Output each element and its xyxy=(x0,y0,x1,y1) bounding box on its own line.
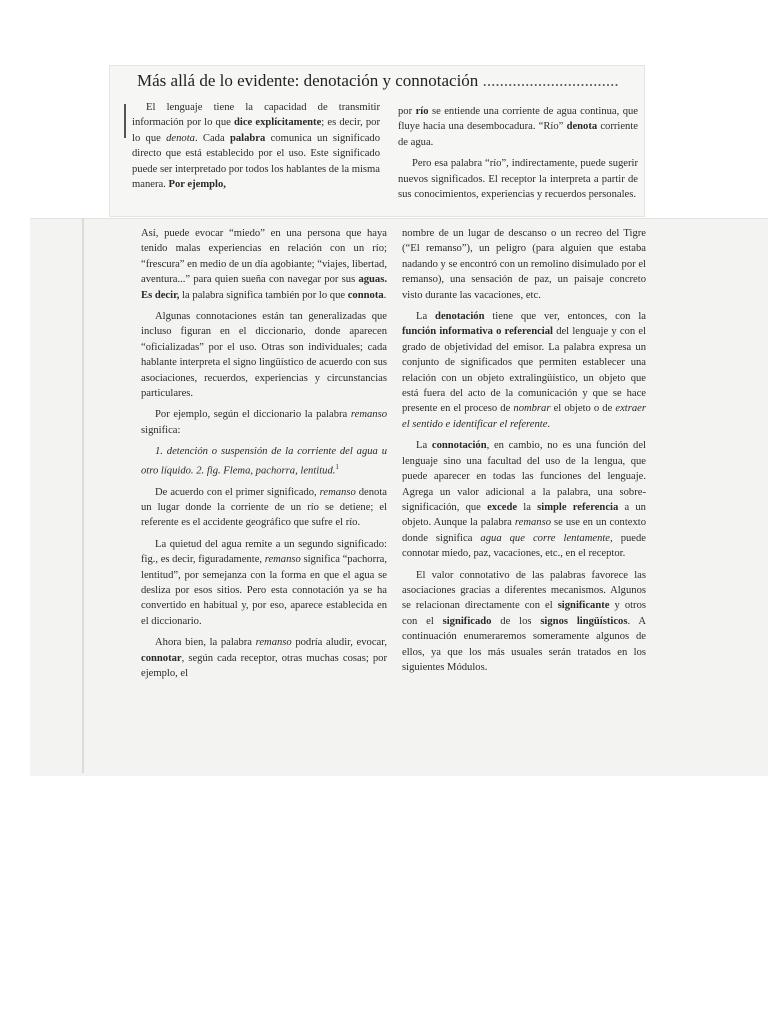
italic-text: nombrar xyxy=(513,403,551,415)
paragraph xyxy=(141,226,387,303)
text-run: del lenguaje y con el grado de objetividad del emisor. La palabra expresa un conjunto de significados que permiten establecer una relación con un objeto extralingüístico, un objeto que está fuera del acto de la comunicación y que se hace presente en el proceso de xyxy=(402,326,647,415)
page-title: Más allá de lo evidente: denotación y connotación ................................ xyxy=(137,71,619,90)
bold-text: denota xyxy=(566,121,598,133)
text-run: ; es decir, por lo que xyxy=(132,117,380,144)
bold-text: aguas. Es decir, xyxy=(141,274,387,301)
text-run: Por ejemplo, según el diccionario la palabra xyxy=(155,409,351,421)
italic-text: extraer el sentido e identificar el referente xyxy=(402,403,646,430)
italic-text: remanso xyxy=(514,517,551,529)
text-run: corriente de agua. xyxy=(398,121,638,148)
italic-text: remanso xyxy=(319,486,356,498)
paragraph xyxy=(132,100,380,192)
text-run: significa: xyxy=(141,424,181,436)
bold-text: connotar xyxy=(141,652,182,664)
paragraph-marker-bar xyxy=(124,104,126,138)
bold-text: significado xyxy=(442,615,492,627)
italic-text: denota xyxy=(166,132,195,144)
paragraph xyxy=(141,537,387,629)
bold-text: signos lingüísticos xyxy=(540,615,628,627)
clipping-edge-shadow xyxy=(82,218,84,773)
paragraph xyxy=(398,104,638,150)
bold-text: significante xyxy=(557,600,610,612)
text-run: comunica un significado directo que está establecido por el uso. Este significado puede ser interpretado por todos los hablantes de la misma manera. xyxy=(132,132,381,191)
text-run: , en cambio, no es una función del lenguaje sino una facultad del uso de la lengua, que puede aparecer en todas las funciones del lenguaje. Agrega un valor adicional a la palabra, una sobre-significación, que xyxy=(402,440,646,513)
text-run: , puede connotar miedo, paz, vacaciones, etc., en el receptor. xyxy=(402,532,646,560)
paragraph xyxy=(398,156,638,202)
text-run: Así, puede evocar “miedo” en una persona que haya tenido malas experiencias en relación con un río; “frescura” en medio de un día agobiante; “viajes, libertad, aventura...” para quien sueña con navegar por sus xyxy=(141,228,387,286)
text-run: nombre de un lugar de descanso o un recreo del Tigre (“El remanso”), un peligro (para alguien que estaba nadando y se encontró con un remolino disimulado por el remanso), una sensación de paz, un paisaje concreto visto durante las vacaciones, etc. xyxy=(402,228,646,301)
bold-text: función informativa o referencial xyxy=(402,326,553,338)
paragraph xyxy=(141,485,387,531)
text-run: se use en un contexto donde significa xyxy=(402,517,646,544)
text-run: podría aludir, evocar, xyxy=(291,637,387,649)
left-column xyxy=(141,226,387,688)
text-run: , según cada receptor, otras muchas cosas; por ejemplo, el xyxy=(141,652,387,680)
top-right-column xyxy=(398,104,638,208)
text-run: . A continuación enumeraremos someramente algunos de ellos, ya que los más usuales serán tratados en los siguientes Módulos. xyxy=(402,615,646,673)
dictionary-definition xyxy=(141,444,387,478)
text-run: denota un lugar donde la corriente de un río se detiene; el referente es el accidente geográfico que sufre el río. xyxy=(141,486,388,529)
text-run: Algunas connotaciones están tan generalizadas que incluso figuran en el diccionario, donde aparecen “oficializadas” por el uso. Otras son individuales; cada hablante interpreta el signo lingüístico de acuerdo con sus asociaciones, recuerdos, experiencias y circunstancias particulares. xyxy=(141,311,387,400)
text-run: a un objeto. Aunque la palabra xyxy=(402,501,646,529)
text-run: De acuerdo con el primer significado, xyxy=(155,486,320,498)
text-run: . xyxy=(383,289,387,301)
text-run: por xyxy=(398,106,416,117)
text-run: la palabra significa también por lo que xyxy=(179,289,348,301)
bold-text: dice explícitamente xyxy=(234,117,322,129)
text-run: . xyxy=(547,418,551,430)
bold-text: connota xyxy=(347,289,384,301)
text-run: y otros con el xyxy=(402,600,647,627)
text-run: la xyxy=(517,501,538,513)
top-left-column xyxy=(132,100,380,198)
bold-text: excede xyxy=(487,501,518,513)
text-run: La xyxy=(416,311,436,323)
italic-text: remanso xyxy=(350,409,387,421)
italic-text: agua que corre lentamente xyxy=(480,532,611,544)
paragraph xyxy=(141,309,387,401)
text-run: Pero esa palabra “río”, indirectamente, puede sugerir nuevos significados. El receptor la interpreta a partir de sus conocimientos, experiencias y recuerdos personales. xyxy=(398,158,638,201)
bold-text: palabra xyxy=(229,132,266,144)
paragraph xyxy=(141,407,387,438)
bold-text: río xyxy=(415,106,429,117)
text-run: La xyxy=(416,440,432,452)
bold-text: denotación xyxy=(435,311,485,323)
text-run: La quietud del agua remite a un segundo significado: fig., es decir, figuradamente, xyxy=(141,538,387,566)
text-run: significa “pachorra, lentitud”, por semejanza con la forma en que el agua se desliza por esos sitios. Pero esta connotación ya se ha convertido en habitual y, por eso, aparece establecida en el diccionario. xyxy=(141,554,388,627)
italic-text: remanso xyxy=(255,637,292,649)
text-run: el objeto o de xyxy=(550,403,616,415)
paragraph xyxy=(141,635,387,681)
text-run: 1 xyxy=(335,462,339,471)
italic-text: remanso xyxy=(264,554,301,566)
bold-text: connotación xyxy=(431,440,487,452)
text-run: se entiende una corriente de agua continua, que fluye hacia una desembocadura. “Río” xyxy=(398,106,638,133)
paragraph xyxy=(402,438,646,561)
italic-text: 1. detención o suspensión de la corriente del agua u otro líquido. 2. fig. Flema, pachorra, lentitud. xyxy=(141,446,387,477)
paragraph xyxy=(402,568,646,676)
paragraph xyxy=(402,226,646,303)
paragraph xyxy=(402,309,646,432)
text-run: . Cada xyxy=(194,132,230,144)
text-run: tiene que ver, entonces, con la xyxy=(484,311,646,323)
text-run: El lenguaje tiene la capacidad de transmitir información por lo que xyxy=(132,102,380,129)
right-column xyxy=(402,226,646,681)
text-run: de los xyxy=(491,615,541,627)
bold-text: simple referencia xyxy=(537,501,619,513)
text-run: El valor connotativo de las palabras favorece las asociaciones gracias a diferentes mecanismos. Algunos se relacionan directamente con el xyxy=(402,569,646,612)
text-run: Ahora bien, la palabra xyxy=(155,637,256,649)
bold-text: Por ejemplo, xyxy=(168,179,226,191)
